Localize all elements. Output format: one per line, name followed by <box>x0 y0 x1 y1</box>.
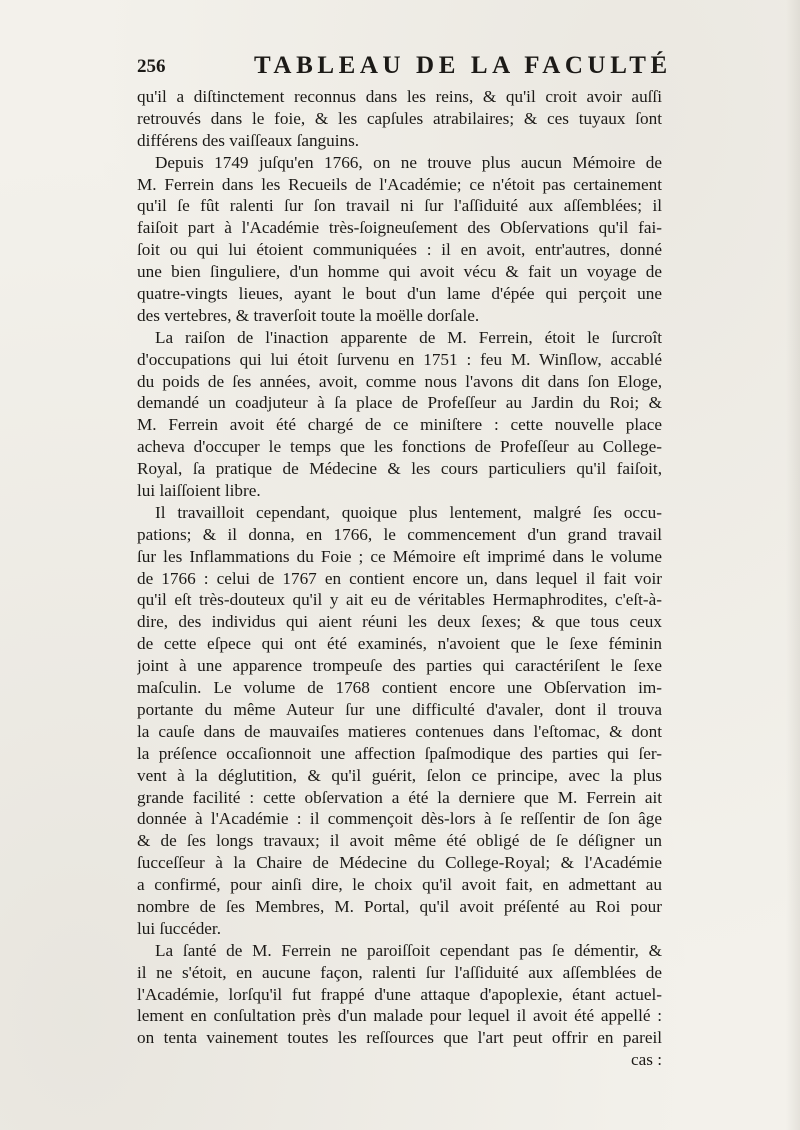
text-line: du poids de ſes années, avoit, comme nous l'avons dit dans ſon Eloge, <box>137 371 662 391</box>
text-line: différens des vaiſſeaux ſanguins. <box>137 130 360 150</box>
text-line: grande facilité : cette obſervation a été la derniere que M. Ferrein ait <box>137 787 662 807</box>
text-line: la cauſe dans de mauvaiſes matieres contenues dans l'eſtomac, & dont <box>137 721 662 741</box>
text-line: nombre de ſes Membres, M. Portal, qu'il avoit préſenté au Roi pour <box>137 896 662 916</box>
text-line: donnée à l'Académie : il commençoit dès-lors à ſe reſſentir de ſon âge <box>137 809 662 829</box>
text-line: lui ſuccéder. <box>137 918 221 938</box>
running-title: TABLEAU DE LA FACULTÉ <box>254 52 672 79</box>
page-number: 256 <box>137 56 166 77</box>
text-line: demandé un coadjuteur à ſa place de Profeſſeur au Jardin du Roi; & <box>137 393 662 413</box>
text-line: retrouvés dans le foie, & les capſules atrabilaires; & ces tuyaux ſont <box>137 108 662 128</box>
text-line: des vertebres, & traverſoit toute la moëlle dorſale. <box>137 305 480 325</box>
text-line: faiſoit part à l'Académie très-ſoigneuſement des Obſervations qu'il fai- <box>137 218 662 238</box>
text-line: La raiſon de l'inaction apparente de M. Ferrein, étoit le ſurcroît <box>155 327 662 347</box>
text-line: pations; & il donna, en 1766, le commencement d'un grand travail <box>137 524 662 544</box>
body-text <box>137 86 662 1071</box>
page-header <box>137 52 672 84</box>
text-line: La ſanté de M. Ferrein ne paroiſſoit cependant pas ſe démentir, & <box>155 940 662 960</box>
text-line: de cette eſpece qui ont été examinés, n'avoient que le ſexe féminin <box>137 634 662 654</box>
text-line: lement en conſultation près d'un malade pour lequel il avoit été appellé : <box>137 1006 662 1026</box>
text-line: M. Ferrein dans les Recueils de l'Académie; ce n'étoit pas certainement <box>137 174 662 194</box>
text-line: dire, des individus qui aient réuni les deux ſexes; & que tous ceux <box>137 612 662 632</box>
text-line: ſucceſſeur à la Chaire de Médecine du College-Royal; & l'Académie <box>137 853 662 873</box>
text-line: Il travailloit cependant, quoique plus lentement, malgré ſes occu- <box>155 502 662 522</box>
text-line: portante du même Auteur ſur une difficulté d'avaler, dont il trouva <box>137 699 662 719</box>
text-line: ſur les Inflammations du Foie ; ce Mémoire eſt imprimé dans le volume <box>137 546 662 566</box>
text-line: Royal, ſa pratique de Médecine & les cours particuliers qu'il faiſoit, <box>137 459 662 479</box>
text-line: maſculin. Le volume de 1768 contient encore une Obſervation im- <box>137 678 662 698</box>
text-line: une bien ſinguliere, d'un homme qui avoit vécu & fait un voyage de <box>137 262 662 282</box>
text-line: quatre-vingts lieues, ayant le bout d'un lame d'épée qui perçoit une <box>137 284 662 304</box>
text-line: il ne s'étoit, en aucune façon, ralenti ſur l'aſſiduité aux aſſemblées de <box>137 962 662 982</box>
text-line: cas : <box>630 1050 662 1070</box>
text-line: qu'il ſe fût ralenti ſur ſon travail ni ſur l'aſſiduité aux aſſemblées; il <box>137 196 662 216</box>
text-line: Depuis 1749 juſqu'en 1766, on ne trouve plus aucun Mémoire de <box>155 152 662 172</box>
text-line: on tenta vainement toutes les reſſources que l'art peut offrir en pareil <box>137 1028 662 1048</box>
text-line: joint à une apparence trompeuſe des parties qui caractériſent le ſexe <box>137 656 662 676</box>
text-line: a confirmé, pour ainſi dire, le choix qu'il avoit fait, en admettant au <box>137 875 662 895</box>
text-line: l'Académie, lorſqu'il fut frappé d'une attaque d'apoplexie, étant actuel- <box>137 984 662 1004</box>
text-line: de 1766 : celui de 1767 en contient encore un, dans lequel il fait voir <box>137 568 662 588</box>
text-line: lui laiſſoient libre. <box>137 481 261 501</box>
text-line: la préſence occaſionnoit une affection ſpaſmodique des parties qui ſer- <box>137 743 662 763</box>
text-line: qu'il a diſtinctement reconnus dans les reins, & qu'il croit avoir auſſi <box>137 87 662 106</box>
text-line: d'occupations qui lui étoit ſurvenu en 1751 : feu M. Winſlow, accablé <box>137 349 662 369</box>
text-line: qu'il eſt très-douteux qu'il y ait eu de véritables Hermaphrodites, c'eſt-à- <box>137 590 662 610</box>
page-edge-shadow <box>786 0 800 1130</box>
text-line: M. Ferrein avoit été chargé de ce miniſtere : cette nouvelle place <box>137 415 662 435</box>
text-line: & de ſes longs travaux; il avoit même été obligé de ſe déſigner un <box>137 831 662 851</box>
text-line: vent à la déglutition, & qu'il guérit, ſelon ce principe, avec la plus <box>137 765 662 785</box>
text-line: acheva d'occuper le temps que les fonctions de Profeſſeur au College- <box>137 437 662 457</box>
text-line: ſoit ou qui lui étoient communiquées : il en avoit, entr'autres, donné <box>137 240 662 260</box>
